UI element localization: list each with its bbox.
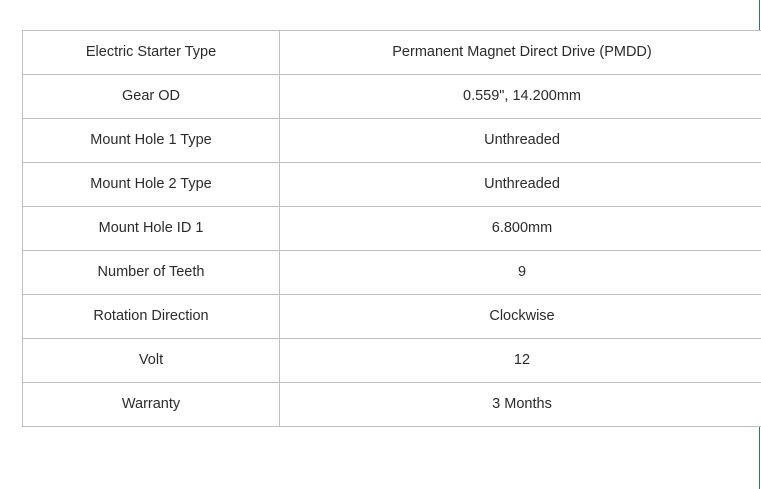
table-row xyxy=(23,31,761,75)
spec-label: Mount Hole 1 Type xyxy=(23,119,280,163)
specification-table-body xyxy=(23,31,761,427)
spec-label: Number of Teeth xyxy=(23,251,280,295)
spec-label: Mount Hole ID 1 xyxy=(23,207,280,251)
specification-table-container xyxy=(22,30,738,427)
spec-value: Unthreaded xyxy=(280,163,761,207)
spec-value: 3 Months xyxy=(280,383,761,427)
table-row xyxy=(23,119,761,163)
spec-value: Permanent Magnet Direct Drive (PMDD) xyxy=(280,31,761,75)
table-row xyxy=(23,163,761,207)
spec-value: Clockwise xyxy=(280,295,761,339)
table-row xyxy=(23,295,761,339)
spec-label: Volt xyxy=(23,339,280,383)
spec-label: Gear OD xyxy=(23,75,280,119)
specification-table xyxy=(22,30,761,427)
spec-value: 12 xyxy=(280,339,761,383)
table-row xyxy=(23,251,761,295)
table-row xyxy=(23,383,761,427)
table-row xyxy=(23,339,761,383)
table-row xyxy=(23,207,761,251)
spec-label: Electric Starter Type xyxy=(23,31,280,75)
spec-value: Unthreaded xyxy=(280,119,761,163)
spec-value: 0.559", 14.200mm xyxy=(280,75,761,119)
spec-label: Mount Hole 2 Type xyxy=(23,163,280,207)
spec-value: 6.800mm xyxy=(280,207,761,251)
spec-label: Warranty xyxy=(23,383,280,427)
spec-label: Rotation Direction xyxy=(23,295,280,339)
table-row xyxy=(23,75,761,119)
spec-value: 9 xyxy=(280,251,761,295)
